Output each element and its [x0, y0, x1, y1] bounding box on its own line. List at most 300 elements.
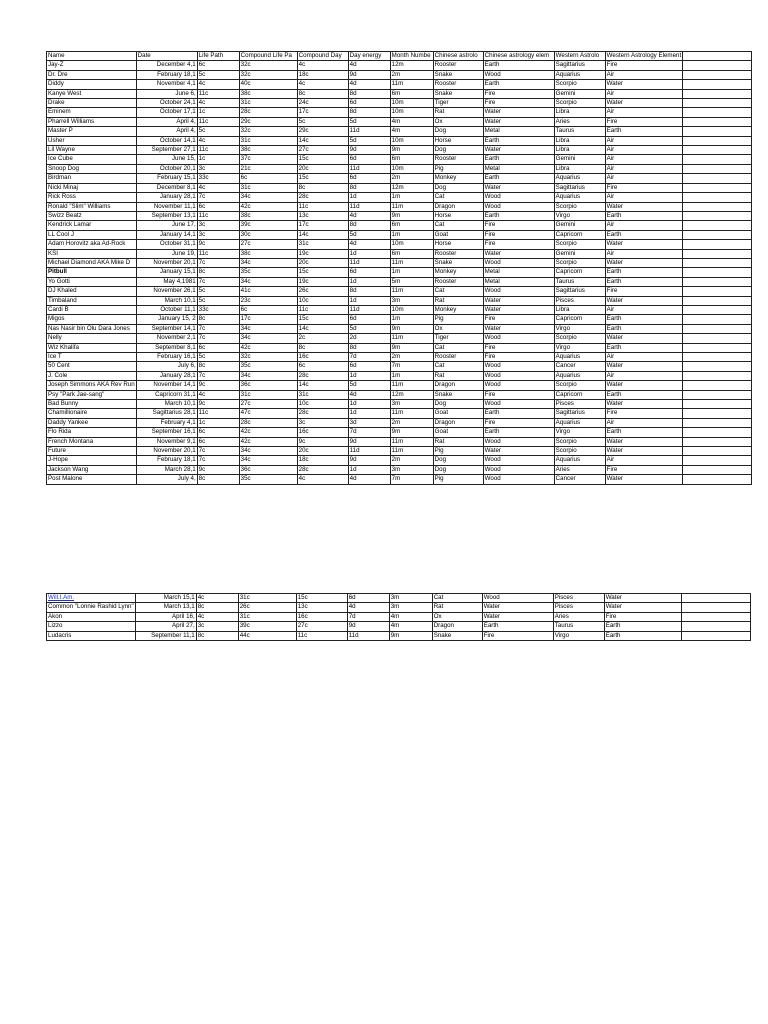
extra-cell[interactable]: [683, 164, 752, 173]
compound-day-cell[interactable]: 14c: [297, 381, 348, 390]
compound-life-path-cell[interactable]: 39c: [239, 221, 297, 230]
month-number-cell[interactable]: 9m: [390, 146, 433, 155]
western-astrology-cell[interactable]: Sagittarius: [554, 409, 605, 418]
compound-life-path-cell[interactable]: 17c: [239, 315, 297, 324]
compound-life-path-cell[interactable]: 31c: [239, 183, 297, 192]
chinese-element-cell[interactable]: Fire: [483, 221, 554, 230]
date-cell[interactable]: October 11,1: [136, 305, 197, 314]
western-element-cell[interactable]: Water: [605, 381, 683, 390]
compound-life-path-cell[interactable]: 31c: [239, 99, 297, 108]
name-cell[interactable]: LL Cool J: [47, 230, 137, 239]
compound-day-cell[interactable]: 20c: [297, 258, 348, 267]
life-path-cell[interactable]: 7c: [197, 371, 239, 380]
compound-life-path-cell[interactable]: 31c: [239, 390, 297, 399]
day-energy-cell[interactable]: 6d: [347, 594, 389, 603]
chinese-element-cell[interactable]: Wood: [483, 456, 554, 465]
month-number-cell[interactable]: 5m: [390, 277, 433, 286]
life-path-cell[interactable]: 6c: [197, 61, 239, 70]
extra-cell[interactable]: [683, 305, 752, 314]
chinese-element-cell[interactable]: Water: [482, 603, 553, 612]
day-energy-cell[interactable]: 11d: [348, 258, 390, 267]
western-astrology-cell[interactable]: Pisces: [553, 603, 604, 612]
life-path-cell[interactable]: 7c: [197, 447, 239, 456]
month-number-cell[interactable]: 7m: [390, 475, 433, 484]
month-number-cell[interactable]: 10m: [390, 136, 433, 145]
western-astrology-cell[interactable]: Gemini: [554, 221, 605, 230]
western-element-cell[interactable]: Air: [605, 305, 683, 314]
name-cell[interactable]: J-Hope: [47, 456, 137, 465]
chinese-element-cell[interactable]: Earth: [483, 211, 554, 220]
compound-life-path-cell[interactable]: 29c: [239, 117, 297, 126]
life-path-cell[interactable]: 9c: [197, 381, 239, 390]
chinese-element-cell[interactable]: Metal: [483, 277, 554, 286]
life-path-cell[interactable]: 33c: [197, 305, 239, 314]
compound-life-path-cell[interactable]: 35c: [239, 475, 297, 484]
extra-cell[interactable]: [683, 343, 752, 352]
date-cell[interactable]: January 28,1: [136, 371, 197, 380]
month-number-cell[interactable]: 3m: [390, 400, 433, 409]
chinese-astrology-cell[interactable]: Rat: [433, 371, 483, 380]
life-path-cell[interactable]: 7c: [197, 334, 239, 343]
name-cell[interactable]: Jay-Z: [47, 61, 137, 70]
month-number-cell[interactable]: 7m: [390, 362, 433, 371]
western-astrology-cell[interactable]: Scorpio: [554, 447, 605, 456]
chinese-astrology-cell[interactable]: Rat: [433, 437, 483, 446]
month-number-cell[interactable]: 11m: [390, 447, 433, 456]
chinese-astrology-cell[interactable]: Cat: [433, 287, 483, 296]
chinese-astrology-cell[interactable]: Snake: [433, 89, 483, 98]
chinese-element-cell[interactable]: Wood: [483, 287, 554, 296]
extra-cell[interactable]: [683, 418, 752, 427]
western-astrology-cell[interactable]: Capricorn: [554, 268, 605, 277]
day-energy-cell[interactable]: 1d: [348, 371, 390, 380]
day-energy-cell[interactable]: 11d: [348, 202, 390, 211]
western-astrology-cell[interactable]: Libra: [554, 305, 605, 314]
western-element-cell[interactable]: Air: [605, 193, 683, 202]
day-energy-cell[interactable]: 5d: [348, 117, 390, 126]
chinese-astrology-cell[interactable]: Snake: [433, 390, 483, 399]
extra-cell[interactable]: [683, 437, 752, 446]
month-number-cell[interactable]: 9m: [390, 343, 433, 352]
month-number-cell[interactable]: 2m: [390, 456, 433, 465]
chinese-astrology-cell[interactable]: Horse: [433, 211, 483, 220]
name-cell[interactable]: Bad Bunny: [47, 400, 137, 409]
extra-cell[interactable]: [681, 622, 750, 631]
compound-day-cell[interactable]: 28c: [297, 465, 348, 474]
western-element-cell[interactable]: Water: [605, 258, 683, 267]
month-number-cell[interactable]: 6m: [390, 249, 433, 258]
western-astrology-cell[interactable]: Libra: [554, 136, 605, 145]
compound-day-cell[interactable]: 11c: [297, 305, 348, 314]
western-element-cell[interactable]: Water: [605, 475, 683, 484]
compound-life-path-cell[interactable]: 39c: [238, 622, 296, 631]
extra-cell[interactable]: [683, 89, 752, 98]
day-energy-cell[interactable]: 1d: [348, 409, 390, 418]
western-element-cell[interactable]: Earth: [604, 631, 681, 640]
western-astrology-cell[interactable]: Pisces: [554, 400, 605, 409]
chinese-astrology-cell[interactable]: Dog: [433, 400, 483, 409]
western-element-cell[interactable]: Air: [605, 418, 683, 427]
chinese-element-cell[interactable]: Fire: [482, 631, 553, 640]
chinese-element-cell[interactable]: Fire: [483, 418, 554, 427]
date-cell[interactable]: September 16,1: [136, 428, 197, 437]
chinese-astrology-cell[interactable]: Dog: [433, 465, 483, 474]
day-energy-cell[interactable]: 1d: [348, 193, 390, 202]
month-number-cell[interactable]: 1m: [390, 315, 433, 324]
chinese-astrology-cell[interactable]: Pig: [433, 475, 483, 484]
day-energy-cell[interactable]: 2d: [348, 334, 390, 343]
day-energy-cell[interactable]: 8d: [348, 343, 390, 352]
western-element-cell[interactable]: Fire: [605, 409, 683, 418]
name-cell[interactable]: Nas Nasir bin Olu Dara Jones: [47, 324, 137, 333]
western-element-cell[interactable]: Water: [605, 296, 683, 305]
day-energy-cell[interactable]: 6d: [348, 268, 390, 277]
date-cell[interactable]: November 11,1: [136, 202, 197, 211]
extra-cell[interactable]: [681, 594, 750, 603]
extra-cell[interactable]: [683, 324, 752, 333]
chinese-astrology-cell[interactable]: Rooster: [433, 353, 483, 362]
western-element-cell[interactable]: Earth: [605, 343, 683, 352]
month-number-cell[interactable]: 1m: [390, 230, 433, 239]
compound-day-cell[interactable]: 15c: [296, 594, 347, 603]
extra-cell[interactable]: [683, 287, 752, 296]
month-number-cell[interactable]: 3m: [389, 603, 432, 612]
date-cell[interactable]: September 13,1: [136, 211, 197, 220]
date-cell[interactable]: November 26,1: [136, 287, 197, 296]
chinese-astrology-cell[interactable]: Rooster: [433, 61, 483, 70]
compound-life-path-cell[interactable]: 21c: [239, 164, 297, 173]
date-cell[interactable]: June 6,: [136, 89, 197, 98]
western-astrology-cell[interactable]: Aquarius: [554, 70, 605, 79]
compound-life-path-cell[interactable]: 30c: [239, 230, 297, 239]
chinese-astrology-cell[interactable]: Rooster: [433, 155, 483, 164]
western-element-cell[interactable]: Air: [605, 249, 683, 258]
extra-cell[interactable]: [683, 146, 752, 155]
western-astrology-cell[interactable]: Capricorn: [554, 230, 605, 239]
chinese-element-cell[interactable]: Water: [483, 296, 554, 305]
month-number-cell[interactable]: Month Numbe: [390, 52, 433, 61]
chinese-element-cell[interactable]: Wood: [483, 381, 554, 390]
life-path-cell[interactable]: 4c: [197, 136, 239, 145]
date-cell[interactable]: November 20,1: [136, 258, 197, 267]
chinese-astrology-cell[interactable]: Dragon: [433, 202, 483, 211]
day-energy-cell[interactable]: 11d: [348, 164, 390, 173]
chinese-element-cell[interactable]: Fire: [483, 99, 554, 108]
chinese-astrology-cell[interactable]: Horse: [433, 240, 483, 249]
date-cell[interactable]: November 9,1: [136, 437, 197, 446]
chinese-element-cell[interactable]: Wood: [483, 258, 554, 267]
day-energy-cell[interactable]: 6d: [348, 315, 390, 324]
compound-day-cell[interactable]: 14c: [297, 230, 348, 239]
compound-day-cell[interactable]: 13c: [296, 603, 347, 612]
life-path-cell[interactable]: 9c: [197, 465, 239, 474]
chinese-astrology-cell[interactable]: Cat: [433, 343, 483, 352]
day-energy-cell[interactable]: 4d: [348, 61, 390, 70]
extra-cell[interactable]: [683, 428, 752, 437]
day-energy-cell[interactable]: 1d: [348, 465, 390, 474]
western-element-cell[interactable]: Western Astrology Element: [606, 52, 682, 59]
name-cell[interactable]: Timbaland: [47, 296, 137, 305]
name-cell[interactable]: Birdman: [47, 174, 137, 183]
name-cell[interactable]: Lil Wayne: [47, 146, 137, 155]
month-number-cell[interactable]: 11m: [390, 409, 433, 418]
date-cell[interactable]: March 28,1: [136, 465, 197, 474]
chinese-element-cell[interactable]: Fire: [483, 230, 554, 239]
compound-day-cell[interactable]: 15c: [297, 315, 348, 324]
compound-day-cell[interactable]: 8c: [297, 89, 348, 98]
compound-life-path-cell[interactable]: 27c: [239, 240, 297, 249]
date-cell[interactable]: December 4,1: [136, 61, 197, 70]
compound-day-cell[interactable]: 15c: [297, 268, 348, 277]
extra-cell[interactable]: [681, 612, 750, 621]
western-astrology-cell[interactable]: Virgo: [554, 211, 605, 220]
western-element-cell[interactable]: Water: [605, 80, 683, 89]
life-path-cell[interactable]: 11c: [197, 211, 239, 220]
month-number-cell[interactable]: 6m: [390, 155, 433, 164]
day-energy-cell[interactable]: 1d: [348, 400, 390, 409]
compound-life-path-cell[interactable]: 32c: [239, 127, 297, 136]
western-astrology-cell[interactable]: Aries: [554, 117, 605, 126]
day-energy-cell[interactable]: 4d: [348, 211, 390, 220]
month-number-cell[interactable]: 2m: [390, 353, 433, 362]
date-cell[interactable]: January 28,1: [136, 193, 197, 202]
chinese-astrology-cell[interactable]: Goat: [433, 409, 483, 418]
extra-cell[interactable]: [683, 52, 752, 61]
day-energy-cell[interactable]: 9d: [347, 622, 389, 631]
month-number-cell[interactable]: 1m: [390, 371, 433, 380]
compound-day-cell[interactable]: 24c: [297, 99, 348, 108]
chinese-astrology-cell[interactable]: Dog: [433, 127, 483, 136]
compound-day-cell[interactable]: 19c: [297, 249, 348, 258]
date-cell[interactable]: November 2,1: [136, 334, 197, 343]
compound-life-path-cell[interactable]: 40c: [239, 80, 297, 89]
western-astrology-cell[interactable]: Libra: [554, 146, 605, 155]
compound-life-path-cell[interactable]: 38c: [239, 89, 297, 98]
chinese-astrology-cell[interactable]: Monkey: [433, 268, 483, 277]
day-energy-cell[interactable]: 8d: [348, 221, 390, 230]
month-number-cell[interactable]: 4m: [389, 622, 432, 631]
compound-life-path-cell[interactable]: 28c: [239, 108, 297, 117]
chinese-astrology-cell[interactable]: Cat: [433, 362, 483, 371]
date-cell[interactable]: October 31,1: [136, 240, 197, 249]
month-number-cell[interactable]: 1m: [390, 268, 433, 277]
western-element-cell[interactable]: Air: [605, 371, 683, 380]
compound-day-cell[interactable]: 27c: [296, 622, 347, 631]
extra-cell[interactable]: [683, 155, 752, 164]
compound-day-cell[interactable]: 15c: [297, 174, 348, 183]
compound-day-cell[interactable]: 4c: [297, 61, 348, 70]
compound-life-path-cell[interactable]: 35c: [239, 362, 297, 371]
compound-day-cell[interactable]: 14c: [297, 136, 348, 145]
chinese-astrology-cell[interactable]: Tiger: [433, 334, 483, 343]
life-path-cell[interactable]: 8c: [197, 475, 239, 484]
western-astrology-cell[interactable]: Scorpio: [554, 99, 605, 108]
extra-cell[interactable]: [683, 249, 752, 258]
extra-cell[interactable]: [683, 202, 752, 211]
life-path-cell[interactable]: 9c: [197, 240, 239, 249]
chinese-astrology-cell[interactable]: Tiger: [433, 99, 483, 108]
date-cell[interactable]: April 4,: [136, 117, 197, 126]
name-cell[interactable]: J. Cole: [47, 371, 137, 380]
name-cell[interactable]: Snoop Dog: [47, 164, 137, 173]
compound-day-cell[interactable]: 11c: [297, 202, 348, 211]
chinese-element-cell[interactable]: Fire: [483, 315, 554, 324]
life-path-cell[interactable]: 1c: [197, 108, 239, 117]
western-astrology-cell[interactable]: Scorpio: [554, 202, 605, 211]
extra-cell[interactable]: [683, 127, 752, 136]
western-astrology-cell[interactable]: Cancer: [554, 362, 605, 371]
chinese-element-cell[interactable]: Earth: [483, 61, 554, 70]
western-astrology-cell[interactable]: Libra: [554, 164, 605, 173]
extra-cell[interactable]: [683, 240, 752, 249]
chinese-astrology-cell[interactable]: Cat: [432, 594, 482, 603]
chinese-element-cell[interactable]: Earth: [483, 409, 554, 418]
life-path-cell[interactable]: 11c: [197, 249, 239, 258]
name-cell[interactable]: Name: [47, 52, 137, 61]
date-cell[interactable]: October 17,1: [136, 108, 197, 117]
day-energy-cell[interactable]: 8d: [348, 89, 390, 98]
chinese-astrology-cell[interactable]: Cat: [433, 193, 483, 202]
chinese-astrology-cell[interactable]: Rat: [433, 296, 483, 305]
compound-life-path-cell[interactable]: 32c: [239, 61, 297, 70]
western-element-cell[interactable]: Water: [605, 99, 683, 108]
name-cell[interactable]: Post Malone: [47, 475, 137, 484]
compound-day-cell[interactable]: 5c: [297, 117, 348, 126]
chinese-element-cell[interactable]: Fire: [483, 353, 554, 362]
month-number-cell[interactable]: 4m: [390, 127, 433, 136]
day-energy-cell[interactable]: 9d: [348, 146, 390, 155]
date-cell[interactable]: November 20,1: [136, 447, 197, 456]
month-number-cell[interactable]: 11m: [390, 287, 433, 296]
extra-cell[interactable]: [683, 315, 752, 324]
western-astrology-cell[interactable]: Virgo: [554, 343, 605, 352]
compound-life-path-cell[interactable]: 31c: [238, 612, 296, 621]
western-astrology-cell[interactable]: Western Astrolo: [554, 52, 605, 61]
compound-life-path-cell[interactable]: 42c: [239, 437, 297, 446]
western-astrology-cell[interactable]: Aquarius: [554, 353, 605, 362]
western-element-cell[interactable]: Air: [605, 89, 683, 98]
compound-life-path-cell[interactable]: 42c: [239, 343, 297, 352]
compound-life-path-cell[interactable]: 27c: [239, 400, 297, 409]
date-cell[interactable]: March 13,1: [135, 603, 196, 612]
western-element-cell[interactable]: Earth: [605, 127, 683, 136]
life-path-cell[interactable]: 3c: [196, 622, 238, 631]
compound-life-path-cell[interactable]: 37c: [239, 155, 297, 164]
name-cell[interactable]: Jackson Wang: [47, 465, 137, 474]
date-cell[interactable]: February 18,1: [136, 456, 197, 465]
life-path-cell[interactable]: Life Path: [197, 52, 239, 61]
name-cell[interactable]: Wiz Khalifa: [47, 343, 137, 352]
life-path-cell[interactable]: 8c: [196, 631, 238, 640]
life-path-cell[interactable]: 3c: [197, 164, 239, 173]
date-cell[interactable]: June 15,: [136, 155, 197, 164]
month-number-cell[interactable]: 10m: [390, 164, 433, 173]
chinese-astrology-cell[interactable]: Ox: [432, 612, 482, 621]
month-number-cell[interactable]: 12m: [390, 390, 433, 399]
western-astrology-cell[interactable]: Aquarius: [554, 193, 605, 202]
chinese-astrology-cell[interactable]: Rooster: [433, 80, 483, 89]
date-cell[interactable]: April 27,: [135, 622, 196, 631]
compound-day-cell[interactable]: 16c: [297, 428, 348, 437]
chinese-element-cell[interactable]: Water: [483, 447, 554, 456]
western-astrology-cell[interactable]: Scorpio: [554, 258, 605, 267]
extra-cell[interactable]: [683, 371, 752, 380]
western-element-cell[interactable]: Air: [605, 146, 683, 155]
life-path-cell[interactable]: 5c: [197, 296, 239, 305]
extra-cell[interactable]: [683, 296, 752, 305]
date-cell[interactable]: January 15,1: [136, 268, 197, 277]
compound-life-path-cell[interactable]: 34c: [239, 277, 297, 286]
chinese-element-cell[interactable]: Wood: [483, 202, 554, 211]
chinese-element-cell[interactable]: Earth: [483, 174, 554, 183]
compound-life-path-cell[interactable]: 6c: [239, 174, 297, 183]
western-astrology-cell[interactable]: Scorpio: [554, 240, 605, 249]
month-number-cell[interactable]: 10m: [390, 240, 433, 249]
life-path-cell[interactable]: 3c: [197, 221, 239, 230]
chinese-astrology-cell[interactable]: Monkey: [433, 174, 483, 183]
day-energy-cell[interactable]: 8d: [348, 183, 390, 192]
name-cell[interactable]: Yo Gotti: [47, 277, 137, 286]
western-astrology-cell[interactable]: Gemini: [554, 155, 605, 164]
compound-day-cell[interactable]: 16c: [296, 612, 347, 621]
compound-day-cell[interactable]: 15c: [297, 155, 348, 164]
name-cell[interactable]: Nelly: [47, 334, 137, 343]
compound-life-path-cell[interactable]: 38c: [239, 146, 297, 155]
date-cell[interactable]: February 16,1: [136, 353, 197, 362]
extra-cell[interactable]: [683, 117, 752, 126]
date-cell[interactable]: September 14,1: [136, 324, 197, 333]
name-cell[interactable]: Future: [47, 447, 137, 456]
chinese-astrology-cell[interactable]: Ox: [433, 117, 483, 126]
western-element-cell[interactable]: Air: [605, 108, 683, 117]
chinese-astrology-cell[interactable]: Goat: [433, 230, 483, 239]
western-astrology-cell[interactable]: Aquarius: [554, 371, 605, 380]
chinese-astrology-cell[interactable]: Dog: [433, 456, 483, 465]
life-path-cell[interactable]: 6c: [197, 343, 239, 352]
western-astrology-cell[interactable]: Scorpio: [554, 381, 605, 390]
western-astrology-cell[interactable]: Libra: [554, 108, 605, 117]
western-astrology-cell[interactable]: Virgo: [554, 428, 605, 437]
compound-day-cell[interactable]: 20c: [297, 447, 348, 456]
chinese-astrology-cell[interactable]: Dog: [433, 183, 483, 192]
chinese-element-cell[interactable]: Wood: [483, 465, 554, 474]
western-astrology-cell[interactable]: Sagittarius: [554, 183, 605, 192]
month-number-cell[interactable]: 4m: [390, 117, 433, 126]
date-cell[interactable]: November 4,1: [136, 80, 197, 89]
life-path-cell[interactable]: 9c: [197, 400, 239, 409]
name-cell[interactable]: KSI: [47, 249, 137, 258]
western-element-cell[interactable]: Air: [605, 70, 683, 79]
life-path-cell[interactable]: 6c: [197, 428, 239, 437]
extra-cell[interactable]: [683, 381, 752, 390]
compound-life-path-cell[interactable]: Compound Life Pa: [239, 52, 297, 61]
western-element-cell[interactable]: Fire: [604, 612, 681, 621]
chinese-element-cell[interactable]: Fire: [483, 343, 554, 352]
chinese-element-cell[interactable]: Wood: [482, 594, 553, 603]
name-cell[interactable]: Usher: [47, 136, 137, 145]
chinese-element-cell[interactable]: Water: [483, 108, 554, 117]
day-energy-cell[interactable]: 5d: [348, 230, 390, 239]
western-astrology-cell[interactable]: Taurus: [554, 277, 605, 286]
life-path-cell[interactable]: 7c: [197, 277, 239, 286]
date-cell[interactable]: October 24,1: [136, 99, 197, 108]
compound-life-path-cell[interactable]: 34c: [239, 334, 297, 343]
compound-day-cell[interactable]: 27c: [297, 146, 348, 155]
life-path-cell[interactable]: 8c: [197, 315, 239, 324]
day-energy-cell[interactable]: 11d: [348, 447, 390, 456]
compound-life-path-cell[interactable]: 34c: [239, 324, 297, 333]
chinese-astrology-cell[interactable]: Snake: [433, 70, 483, 79]
